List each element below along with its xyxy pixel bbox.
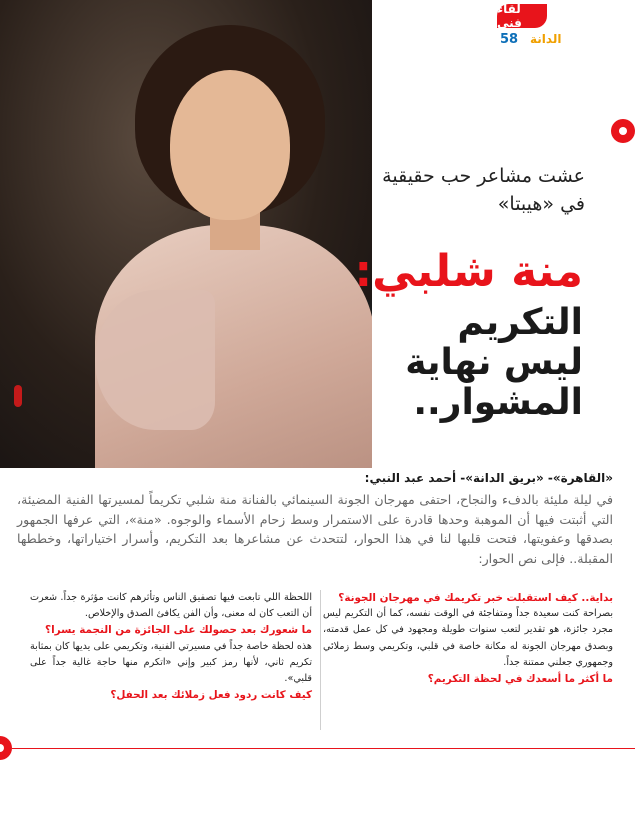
- question-1: بداية.. كيف استقبلت خبر تكريمك في مهرجان الجونة؟: [338, 592, 613, 604]
- question-2: ما أكثر ما أسعدك في لحظة التكريم؟: [427, 673, 613, 686]
- answer-2: اللحظة اللي تابعت فيها تصفيق الناس وتأثرهم كانت مؤثرة جداً. شعرت أن التعب كان له معنى، وأن الفن يكافئ الصدق والإخلاص.: [30, 592, 312, 620]
- column-divider: [320, 590, 321, 730]
- subtitle-line-2: في «هيبتا»: [497, 193, 585, 215]
- brand-logo: الدانة: [530, 32, 562, 46]
- answer-3: هذه لحظة خاصة جداً في مسيرتي الفنية، وتكريمي على يديها كان بمثابة تكريم ثاني، لأنها رمز كبير وإني «اتكرم منها حاجة غالية جداً على قلبي».: [30, 640, 312, 685]
- headline-line-2: ليس نهاية: [405, 342, 583, 383]
- headline-name: منة شلبي:: [354, 246, 583, 297]
- section-tag: لقاء فني: [497, 4, 547, 28]
- sleeve-shape: [95, 290, 215, 430]
- byline: «القاهرة»- «بريق الدانة»- أحمد عبد النبي:: [364, 471, 613, 485]
- bracelet-shape: [14, 385, 22, 407]
- subtitle-line-1: عشت مشاعر حب حقيقية: [382, 165, 585, 187]
- right-column: [323, 590, 613, 687]
- side-marker-top: [611, 119, 635, 143]
- answer-1: بصراحة كنت سعيدة جداً ومتفاجئة في الوقت نفسه، كما أن التكريم ليس مجرد جائزة، هو تقدير لتعب سنوات طويلة ومجهود في كل عمل قدمته، وبصدق مهرجان الجونة له مكانة خاصة في قلبي، وتكريمي وسط زملائي وجمهوري جعلني ممتنة جداً.: [323, 608, 613, 668]
- side-marker-bottom: [0, 736, 12, 760]
- bottom-rule: [12, 748, 635, 749]
- question-3: ما شعورك بعد حصولك على الجائزة من النجمة يسرا؟: [45, 624, 312, 637]
- portrait-photo: [0, 0, 372, 468]
- left-column: [30, 590, 312, 703]
- question-4: كيف كانت ردود فعل زملائك بعد الحفل؟: [110, 689, 312, 702]
- headline-line-3: المشوار..: [413, 382, 583, 423]
- headline-line-1: التكريم: [457, 302, 583, 343]
- intro-paragraph: في ليلة مليئة بالدفء والنجاح، احتفى مهرجان الجونة السينمائي بالفنانة منة شلبي تكريماً لمسيرتها الفنية المضيئة، التي أثبتت فيها أن الموهبة وحدها قادرة على الاستمرار وسط زحام الأسماء والوجوه. «منة»، التي عرفها الجمهور بصدقها وعفويتها، فتحت قلبها لنا في هذا الحوار، لتتحدث عن مشاعرها بعد التكريم، وأسرار اختياراتها، وخططها المقبلة.. فإلى نص الحوار:: [17, 492, 613, 566]
- face-shape: [170, 70, 290, 220]
- page-number: 58: [500, 32, 519, 47]
